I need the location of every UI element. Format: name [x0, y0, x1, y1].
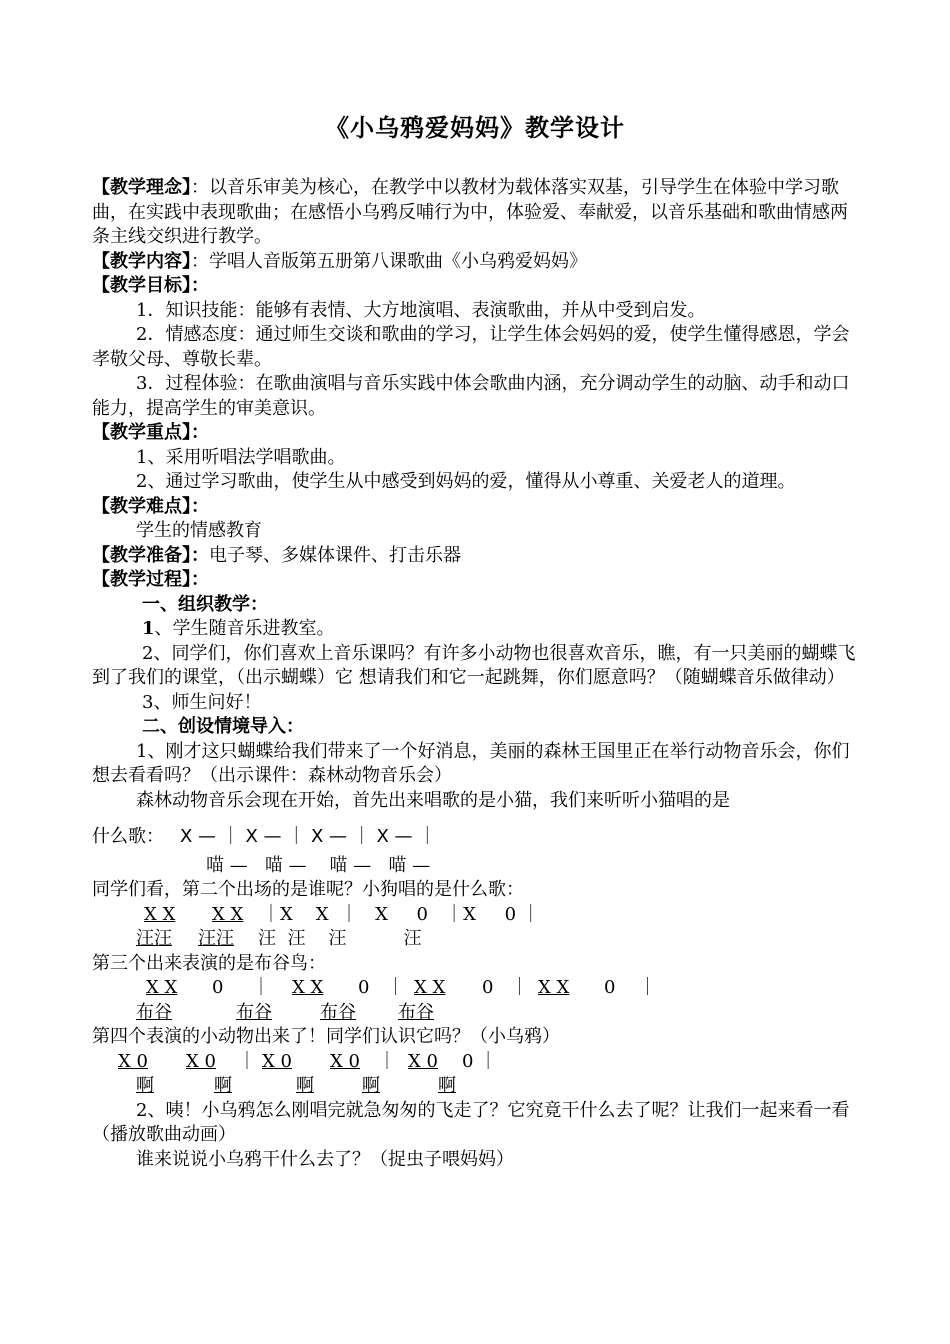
dog-rhythm-line [92, 903, 862, 928]
rhythm-note: X X [538, 977, 570, 998]
rhythm-note: X 0 [186, 1050, 216, 1072]
rhythm-note: X X [144, 903, 176, 925]
bird-intro: 第三个出来表演的是布谷鸟： [92, 952, 326, 974]
rhythm-note: X 0 [262, 1050, 292, 1072]
lyric: 布谷 [236, 1001, 272, 1023]
lyric: 汪 汪 汪 汪 [258, 928, 422, 949]
section-text: ：学唱人音版第五册第八课歌曲《小乌鸦爱妈妈》 [191, 250, 587, 272]
difficulty-item: 学生的情感教育 [136, 520, 262, 541]
goal-item: 2．情感态度：通过师生交谈和歌曲的学习，让学生体会妈妈的爱，使学生懂得感恩，学会孝敬父母、尊敬长辈。 [92, 324, 850, 370]
step-heading: 一、组织教学： [142, 593, 268, 615]
step-item: 森林动物音乐会现在开始，首先出来唱歌的是小猫，我们来听听小猫唱的是 [136, 789, 730, 811]
lyric: 布谷 [136, 1001, 172, 1023]
crow-intro: 第四个表演的小动物出来了！同学们认识它吗？（小乌鸦） [92, 1026, 560, 1047]
step-item: 2、咦！小乌鸦怎么刚唱完就急匆匆的飞走了？它究竟干什么去了呢？让我们一起来看一看（播放歌曲动画） [92, 1099, 850, 1145]
rhythm-note: X 0 [118, 1050, 148, 1072]
rhythm-note: 0 ｜ [482, 977, 529, 998]
step-item: 2、同学们，你们喜欢上音乐课吗？有许多小动物也很喜欢音乐，瞧，有一只美丽的蝴蝶飞到了我们的课堂，（出示蝴蝶）它 想请我们和它一起跳舞，你们愿意吗？（随蝴蝶音乐做律动） [92, 642, 856, 688]
dog-intro: 同学们看，第二个出场的是谁呢？小狗唱的是什么歌： [92, 879, 524, 900]
lyric: 啊 [214, 1075, 232, 1096]
step-item: 1、学生随音乐进教室。 [142, 618, 335, 639]
crow-rhythm-line [92, 1050, 862, 1075]
section-text: 电子琴、多媒体课件、打击乐器 [209, 544, 461, 566]
section-heading: 【教学重点】： [92, 422, 209, 443]
goal-item: 3．过程体验：在歌曲演唱与音乐实践中体会歌曲内涵，充分调动学生的动脑、动手和动口能力，提高学生的审美意识。 [92, 373, 850, 419]
cat-prefix: 什么歌： [92, 826, 164, 847]
section-heading: 【教学理念】 [92, 177, 191, 198]
cat-lyric-line [92, 854, 862, 878]
dog-lyric-line [92, 927, 862, 952]
lyric: 汪汪 [198, 928, 234, 949]
section-heading: 【教学过程】： [92, 569, 209, 590]
lyric: 布谷 [398, 1001, 434, 1023]
step-item: 3、师生问好！ [142, 691, 262, 713]
lyric: 啊 [362, 1075, 380, 1096]
bird-rhythm-line [92, 976, 862, 1001]
section-heading: 【教学难点】： [92, 495, 209, 517]
cat-lyrics: 喵 — 喵 — 喵 — 喵 — [206, 855, 431, 876]
section-heading: 【教学准备】： [92, 544, 209, 566]
rhythm-note: 0 ｜ [604, 977, 657, 998]
rhythm-note: X 0 [330, 1050, 360, 1072]
cat-rhythm-line [92, 813, 862, 850]
bar-line: ｜ [378, 1050, 396, 1072]
rhythm-note: 0 ｜ [462, 1050, 498, 1072]
section-heading: 【教学内容】 [92, 250, 191, 272]
step-item: 1、刚才这只蝴蝶给我们带来了一个好消息，美丽的森林王国里正在举行动物音乐会，你们想去看看吗？（出示课件：森林动物音乐会） [92, 740, 850, 786]
goal-item: 1．知识技能：能够有表情、大方地演唱、表演歌曲，并从中受到启发。 [136, 299, 706, 321]
section-heading: 【教学目标】 [92, 275, 191, 296]
document-body [92, 176, 862, 1172]
rhythm-note: X X [414, 977, 446, 998]
rhythm-note: X 0 [408, 1050, 438, 1072]
lyric: 啊 [438, 1075, 456, 1096]
section-text: ：以音乐审美为核心，在教学中以教材为载体落实双基，引导学生在体验中学习歌曲，在实践中表现歌曲；在感悟小乌鸦反哺行为中，体验爱、奉献爱，以音乐基础和歌曲情感两条主线交织进行教学。 [92, 177, 848, 247]
section-goals: 【教学目标】： [92, 275, 209, 296]
section-content [92, 250, 862, 275]
bird-lyric-line [92, 1001, 862, 1026]
rhythm-note: X X [146, 977, 178, 998]
bar-line: ｜ [238, 1050, 256, 1072]
lyric: 汪汪 [136, 928, 172, 949]
step-heading: 二、创设情境导入： [142, 716, 304, 737]
step-item: 谁来说说小乌鸦干什么去了？（捉虫子喂妈妈） [136, 1148, 514, 1170]
cat-rhythm: X — ｜ X — ｜ X — ｜ X — ｜ [180, 826, 437, 847]
rhythm-note: X X [292, 977, 324, 998]
rhythm-note: ｜X X ｜ X 0 ｜X 0 ｜ [262, 903, 540, 925]
section-philosophy [92, 176, 862, 250]
section-preparation [92, 544, 862, 569]
crow-lyric-line [92, 1074, 862, 1099]
lyric: 啊 [296, 1075, 314, 1096]
rhythm-note: 0 ｜ [358, 977, 405, 998]
key-point: 1、采用听唱法学唱歌曲。 [136, 446, 346, 468]
document-title: 《小乌鸦爱妈妈》教学设计 [325, 113, 625, 142]
key-point: 2、通过学习歌曲，使学生从中感受到妈妈的爱，懂得从小尊重、关爱老人的道理。 [136, 471, 796, 492]
rhythm-note: 0 ｜ [212, 977, 271, 998]
lyric: 布谷 [320, 1001, 356, 1023]
rhythm-note: X X [212, 903, 244, 925]
lyric: 啊 [136, 1075, 154, 1096]
